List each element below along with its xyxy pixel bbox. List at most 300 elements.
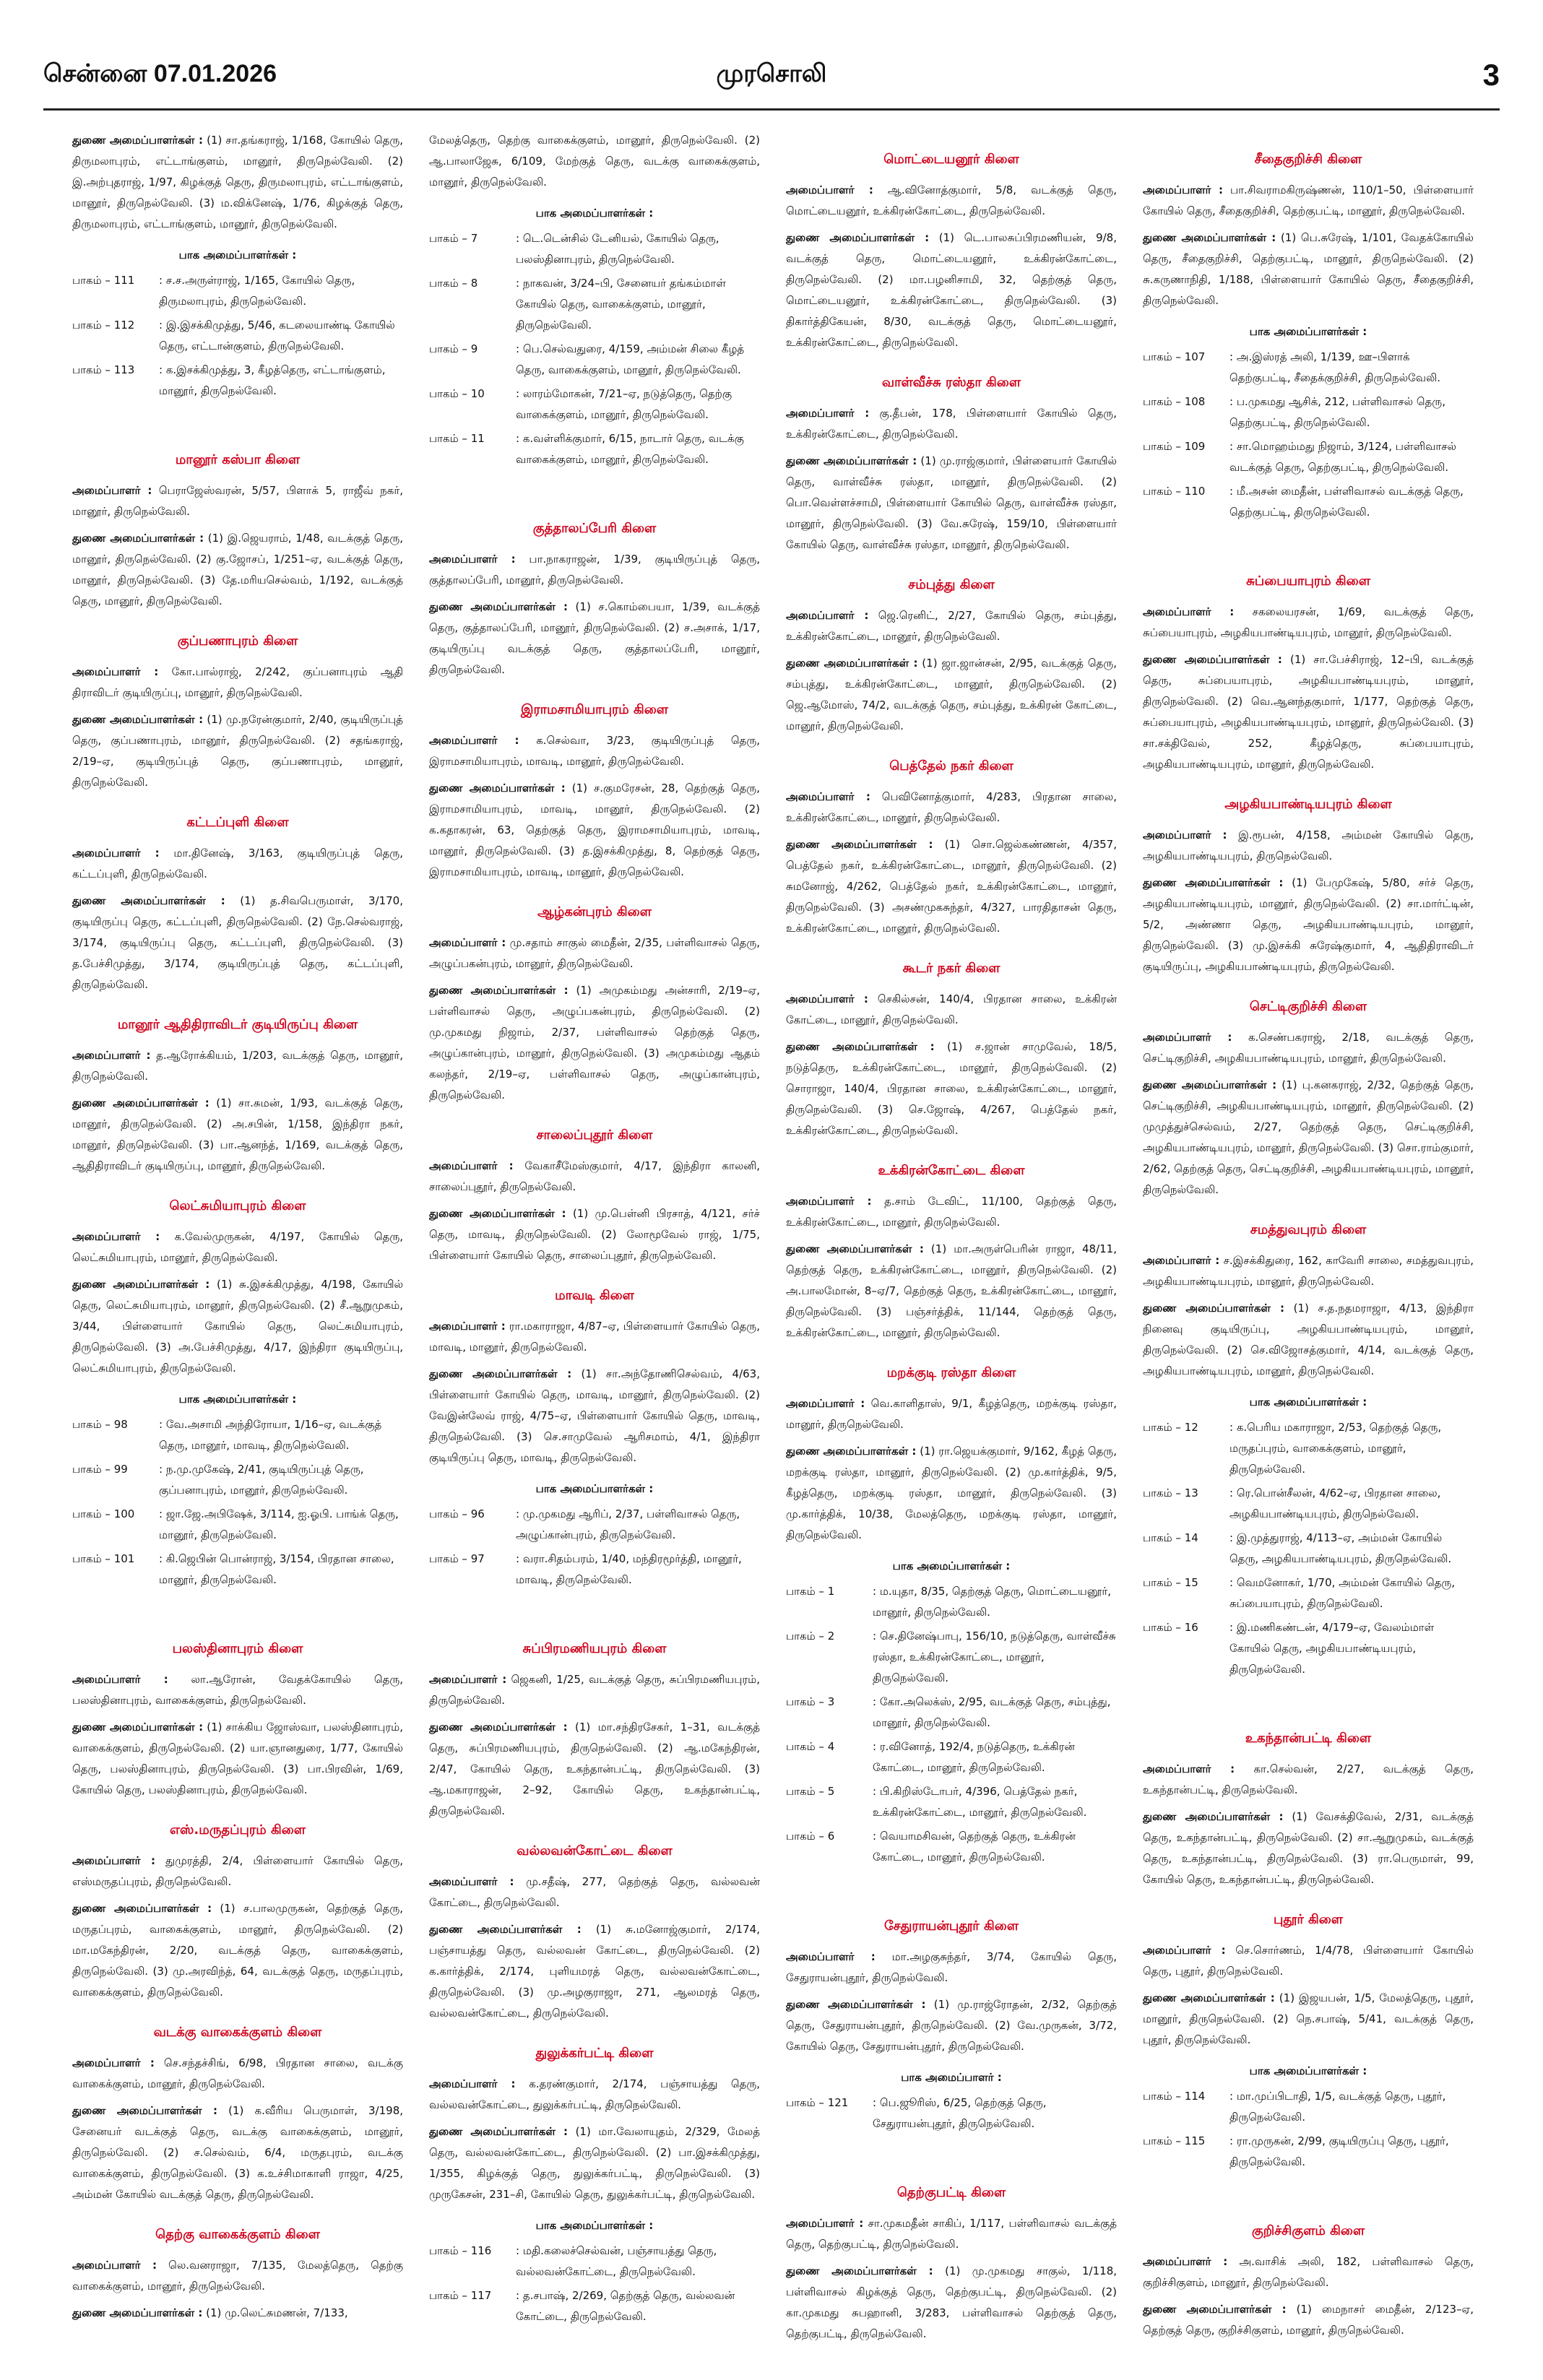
booth-text: : பி.கிறிஸ்டோபர், 4/396, பெத்தேல் நகர், உக்கிரன்கோட்டை, மானூர், திருநெல்வேலி.: [873, 1785, 1087, 1819]
branch-heading: வடக்கு வாகைக்குளம் கிளை: [153, 2025, 322, 2040]
entry-text: (1) வேசக்திவேல், 2/31, வடக்குத் தெரு, உகந்தான்பட்டி, திருநெல்வேலி. (2) சா.ஆறுமுகம், வடக்குத் தெரு, உகந்தான்பட்டி, திருநெல்வேலி. (3) ரா.பெருமாள், 99, கோயில் தெரு, உகந்தான்பட்டி, திருநெல்வேலி.: [1143, 1810, 1474, 1886]
booth-text: : த.சபாஷ், 2/269, தெற்குத் தெரு, வல்லவன் கோட்டை, திருநெல்வேலி.: [516, 2289, 735, 2323]
booth-text: : ரா.முருகன், 2/99, குடியிருப்பு தெரு, புதூர், திருநெல்வேலி.: [1229, 2134, 1449, 2168]
booth-number: பாகம் – 101: [72, 1552, 135, 1565]
entry-text: (1) சா.அந்தோணிசெல்வம், 4/63, பிள்ளையார் கோயில் தெரு, மாவடி, மானூர், திருநெல்வேலி. (2) வேஇன்லேவ் ராஜ், 4/75–ஏ, பிள்ளையார் கோயில் தெரு, மாவடி, திருநெல்வேலி. (3) செ.சாமுவேல் ஆரிசமாம், 4/1, இந்திரா குடியிருப்பு தெரு, மாவடி, திருநெல்வேலி.: [429, 1367, 760, 1464]
booth-number: பாகம் – 108: [1143, 395, 1206, 408]
entry-text: (1) பேமுகேஷ், 5/80, சர்ச் தெரு, அழகியபாண்டியபுரம், மானூர், திருநெல்வேலி. (2) சா.மார்ட்டின், 5/2, அண்ணா தெரு, அழகியபாண்டியபுரம், மானூர், திருநெல்வேலி. (3) மு.இசக்கி சுரேஷ்குமார், 4, ஆதிதிராவிடர் குடியிருப்பு, அழகியபாண்டியபுரம், திருநெல்வேலி.: [1143, 876, 1474, 973]
entry-paragraph: [1143, 1075, 1474, 1200]
entry-paragraph: [1143, 2299, 1474, 2340]
entry-text: கோ.பால்ராஜ், 2/242, குப்பனாபுரம் ஆதி திராவிடர் குடியிருப்பு, மானூர், திருநெல்வேலி.: [72, 665, 403, 699]
booth-number: பாகம் – 113: [72, 363, 135, 376]
role-label: துணை அமைப்பாளர்கள் :: [429, 782, 566, 795]
booth-text: : ச.ச.அருள்ராஜ், 1/165, கோயில் தெரு, திருமலாபுரம், திருநெல்வேலி.: [159, 274, 355, 308]
booth-number: பாகம் – 16: [1143, 1621, 1198, 1634]
entry-text: ரா.மகாராஜா, 4/87–ஏ, பிள்ளையார் கோயில் தெரு, மாவடி, மானூர், திருநெல்வேலி.: [429, 1320, 760, 1354]
booth-text: : அ.இஸ்ரத் அலி, 1/139, ஊ–பிளாக் தெற்குபட்டி, சீதைக்குறிச்சி, திருநெல்வேலி.: [1229, 350, 1441, 384]
entry-paragraph: [786, 180, 1117, 222]
entry-text: (1) க.வீரிய பெருமாள், 3/198, சேனையர் வடக்குத் தெரு, வடக்கு வாகைக்குளம், மானூர், திருநெல்வேலி. (2) ச.செல்வம், 6/4, மருதபுரம், வடக்கு வாகைக்குளம், திருநெல்வேலி. (3) க.உச்சிமாகாளி ராஜா, 4/25, அம்மன் கோயில் வடக்குத் தெரு, திருநெல்வேலி.: [72, 2104, 403, 2201]
entry-paragraph: [72, 1226, 403, 1268]
entry-text: (1) மு.முகமது சாகுல், 1/118, பள்ளிவாசல் கிழக்குத் தெரு, தெற்குபட்டி, திருநெல்வேலி. (2) கா.முகமது சுபஹானி, 3/283, பள்ளிவாசல் தெற்குத் தெரு, தெற்குபட்டி, திருநெல்வேலி.: [786, 2264, 1117, 2340]
role-label: அமைப்பாளர் :: [786, 790, 870, 803]
booth-number: பாகம் – 11: [429, 432, 485, 445]
entry-text: (1) மு.ராஜ்ரோதன், 2/32, தெற்குத் தெரு, சேதுராயன்புதூர், திருநெல்வேலி. (2) வே.முருகன், 3/72, கோயில் தெரு, சேதுராயன்புதூர், திருநெல்வேலி.: [786, 1998, 1117, 2053]
branch-heading: பெத்தேல் நகர் கிளை: [889, 758, 1013, 774]
entry-text: (1) இ.ஜெயராம், 1/48, வடக்குத் தெரு, மானூர், திருநெல்வேலி. (2) கு.ஜோசப், 1/251–ஏ, வடக்குத் தெரு, மானூர், திருநெல்வேலி. (3) தே.மரியசெல்வம், 1/192, வடக்குத் தெரு, மானூர், திருநெல்வேலி.: [72, 532, 403, 607]
role-label: அமைப்பாளர் :: [786, 183, 873, 196]
branch-heading: தெற்குபட்டி கிளை: [896, 2185, 1006, 2200]
booth-entry: [1143, 2086, 1474, 2128]
entry-text: (1) சு.மனோஜ்குமார், 2/174, பஞ்சாயத்து தெரு, வல்லவன் கோட்டை, திருநெல்வேலி. (2) க.கார்த்திக், 2/174, புளியமரத் தெரு, வல்லவன்கோட்டை, திருநெல்வேலி. (3) மு.அழகுராஜா, 271, ஆலமரத் தெரு, வல்லவன்கோட்டை, திருநெல்வேலி.: [429, 1923, 760, 2020]
branch-heading: உகந்தான்பட்டி கிளை: [1245, 1731, 1372, 1746]
role-label: துணை அமைப்பாளர்கள் :: [72, 894, 225, 907]
entry-text: க.வேல்முருகன், 4/197, கோயில் தெரு, லெட்சுமியாபுரம், மானூர், திருநெல்வேலி.: [72, 1230, 403, 1264]
entry-paragraph: [429, 1203, 760, 1266]
entry-paragraph: [72, 662, 403, 704]
booth-entry: [429, 339, 760, 381]
role-label: துணை அமைப்பாளர்கள் :: [72, 1096, 209, 1109]
role-label: துணை அமைப்பாளர்கள் :: [429, 600, 568, 613]
entry-text: க.செண்பகராஜ், 2/18, வடக்குத் தெரு, செட்டிகுறிச்சி, அழகியபாண்டியபுரம், மானூர், திருநெல்வேலி.: [1143, 1031, 1474, 1065]
entry-paragraph: [1143, 602, 1474, 644]
role-label: துணை அமைப்பாளர்கள் :: [429, 1207, 566, 1220]
role-label: துணை அமைப்பாளர்கள் :: [72, 1278, 210, 1291]
branch-heading: புதூர் கிளை: [1273, 1912, 1344, 1927]
spacer: [1143, 526, 1474, 552]
entry-paragraph: [429, 1669, 760, 1711]
booth-text: : ந.மு.முகேஷ், 2/41, குடியிருப்புத் தெரு, குப்பனாபுரம், மானூர், திருநெல்வேலி.: [159, 1463, 364, 1497]
booth-entry: [72, 1549, 403, 1591]
booth-number: பாகம் – 13: [1143, 1487, 1198, 1500]
booth-entry: [786, 1781, 1117, 1823]
role-label: அமைப்பாளர் :: [1143, 1254, 1220, 1267]
booth-text: : நாகவன், 3/24–பி, சேனையர் தங்கம்மாள் கோயில் தெரு, வாகைக்குளம், மானூர், திருநெல்வேலி.: [516, 277, 726, 332]
booth-text: : கோ.அலெக்ஸ், 2/95, வடக்குத் தெரு, சம்புத்து, மானூர், திருநெல்வேலி.: [873, 1695, 1111, 1729]
booth-number: பாகம் – 8: [429, 277, 478, 290]
entry-text: பா.சிவராமகிருஷ்ணன், 110/1–50, பிள்ளையார் கோயில் தெரு, சீதைகுறிச்சி, தெற்குபட்டி, மானூர், திருநெல்வேலி.: [1143, 183, 1474, 217]
entry-text: ஜெ.ரெனிட், 2/27, கோயில் தெரு, சம்புத்து, உக்கிரன்கோட்டை, மானூர், திருநெல்வேலி.: [786, 609, 1117, 643]
branch-heading: சாலைப்புதூர் கிளை: [536, 1128, 653, 1143]
entry-paragraph: [72, 2303, 403, 2324]
branch-heading: மாவடி கிளை: [555, 1288, 634, 1303]
booth-entry: [429, 428, 760, 470]
role-label: துணை அமைப்பாளர்கள் :: [72, 1721, 204, 1734]
booth-entry: [72, 270, 403, 312]
entry-text: பெராஜேஸ்வரன், 5/57, பிளாக் 5, ராஜீவ் நகர், மானூர், திருநெல்வேலி.: [72, 484, 403, 518]
role-label: துணை அமைப்பாளர்கள் :: [786, 1998, 926, 2011]
entry-paragraph: [72, 1669, 403, 1711]
spacer: [786, 1871, 1117, 1897]
entry-paragraph: [786, 1393, 1117, 1435]
entry-text: க.செல்வா, 3/23, குடியிருப்புத் தெரு, இராமசாமியாபுரம், மாவடி, மானூர், திருநெல்வேலி.: [429, 734, 760, 768]
booth-entry: [1143, 1572, 1474, 1614]
entry-paragraph: [429, 778, 760, 883]
column-4: [1143, 130, 1474, 2340]
booth-number: பாகம் – 10: [429, 387, 485, 400]
branch-heading: துலுக்கர்பட்டி கிளை: [535, 2046, 654, 2061]
entry-text: (1) சா.தங்கராஜ், 1/168, கோயில் தெரு, திருமலாபுரம், எட்டாங்குளம், மானூர், திருநெல்வேலி. (2) இ.அற்புதராஜ், 1/97, கிழக்குத் தெரு, திருமலாபுரம், எட்டாங்குளம், மானூர், திருநெல்வேலி. (3) ம.விக்னேஷ், 1/76, கிழக்குத் தெரு, திருமலாபுரம், எட்டாங்குளம், மானூர், திருநெல்வேலி.: [72, 134, 403, 230]
entry-paragraph: [72, 843, 403, 885]
booth-entry: [429, 1549, 760, 1591]
role-label: அமைப்பாளர் :: [72, 2056, 155, 2069]
entry-text: (1) ச.பாலமுருகன், தெற்குத் தெரு, மருதப்புரம், வாகைக்குளம், மானூர், திருநெல்வேலி. (2) மா.மகேந்திரன், 2/20, வடக்குத் தெரு, வாகைக்குளம், திருநெல்வேலி. (3) மு.அரவிந்த், 64, வடக்குத் தெரு, மருதப்புரம், வாகைக்குளம், திருநெல்வேலி.: [72, 1902, 403, 1999]
booth-text: : வெயாமசிவன், தெற்குத் தெரு, உக்கிரன் கோட்டை, மானூர், திருநெல்வேலி.: [873, 1830, 1076, 1864]
entry-text: துமுரத்தி, 2/4, பிள்ளையார் கோயில் தெரு, எஸ்மருதப்புரம், திருநெல்வேலி.: [72, 1854, 403, 1888]
newspaper-name: முரசொலி: [716, 59, 827, 88]
role-label: அமைப்பாளர் :: [429, 1875, 514, 1888]
role-label: அமைப்பாளர் :: [786, 1397, 865, 1410]
entry-paragraph: [786, 1191, 1117, 1233]
entry-paragraph: [1143, 1759, 1474, 1801]
booth-entry: [1143, 347, 1474, 389]
section-subheading: பாக அமைப்பாளர் :: [901, 2071, 1002, 2084]
booth-entry: [786, 1626, 1117, 1689]
branch-heading: கூடர் நகர் கிளை: [902, 961, 1000, 976]
role-label: அமைப்பாளர் :: [429, 2077, 516, 2090]
entry-text: சகலையரசன், 1/69, வடக்குத் தெரு, சுப்பையாபுரம், அழகியபாண்டியபுரம், மானூர், திருநெல்வேலி.: [1143, 605, 1474, 639]
entry-paragraph: [429, 597, 760, 680]
dateline: சென்னை 07.01.2026: [43, 59, 277, 87]
entry-paragraph: [429, 549, 760, 591]
entry-paragraph: [1143, 649, 1474, 775]
booth-entry: [429, 273, 760, 336]
spacer: [1143, 1683, 1474, 1709]
booth-text: : டெ.டென்சில் டேனியல், கோயில் தெரு, பலஸ்தினாபுரம், திருநெல்வேலி.: [516, 232, 719, 266]
role-label: அமைப்பாளர் :: [786, 407, 870, 420]
role-label: அமைப்பாளர் :: [1143, 605, 1235, 618]
booth-entry: [1143, 481, 1474, 523]
entry-text: செ.சந்தச்சிங், 6/98, பிரதான சாலை, வடக்கு வாகைக்குளம், மானூர், திருநெல்வேலி.: [72, 2056, 403, 2090]
spacer: [72, 404, 403, 430]
entry-paragraph: [1143, 1806, 1474, 1890]
branch-heading: சமத்துவபுரம் கிளை: [1250, 1222, 1367, 1237]
booth-entry: [1143, 391, 1474, 433]
booth-entry: [429, 228, 760, 270]
booth-number: பாகம் – 116: [429, 2244, 492, 2257]
entry-paragraph: [429, 1156, 760, 1198]
spacer: [1143, 2176, 1474, 2202]
booth-number: பாகம் – 14: [1143, 1531, 1198, 1544]
entry-text: மேலத்தெரு, தெற்கு வாகைக்குளம், மானூர், திருநெல்வேலி. (2) ஆ.பாலாஜேசு, 6/109, மேற்குத் தெரு, வடக்கு வாகைக்குளம், மானூர், திருநெல்வேலி.: [429, 134, 760, 189]
entry-paragraph: [786, 1994, 1117, 2057]
booth-text: : ப.முகமது ஆசிக், 212, பள்ளிவாசல் தெரு, தெற்குபட்டி, திருநெல்வேலி.: [1229, 395, 1445, 429]
entry-paragraph: [786, 228, 1117, 353]
entry-paragraph: [786, 787, 1117, 828]
entry-text: (1) மு.ராஜ்குமார், பிள்ளையார் கோயில் தெரு, வாள்வீச்சு ரஸ்தா, மானூர், திருநெல்வேலி. (2) பொ.வெள்ளச்சாமி, பிள்ளையார் கோயில் தெரு, வாள்வீச்சு ரஸ்தா, மானூர், திருநெல்வேலி. (3) வே.சுரேஷ், 159/10, பிள்ளையார் கோயில் தெரு, வாள்வீச்சு ரஸ்தா, மானூர், திருநெல்வேலி.: [786, 454, 1117, 551]
booth-number: பாகம் – 109: [1143, 440, 1206, 453]
booth-number: பாகம் – 3: [786, 1695, 835, 1708]
entry-paragraph: [786, 834, 1117, 939]
booth-number: பாகம் – 2: [786, 1630, 835, 1643]
entry-paragraph: [72, 1274, 403, 1379]
entry-text: (1) ச.கொம்பையா, 1/39, வடக்குத் தெரு, குத்தாலப்பேரி, மானூர், திருநெல்வேலி. (2) ச.அசாக், 1/17, குடியிருப்பு வடக்குத் தெரு, குத்தாலப்பேரி, மானூர், திருநெல்வேலி.: [429, 600, 760, 676]
branch-heading: மானூர் கஸ்பா கிளை: [175, 452, 301, 467]
role-label: துணை அமைப்பாளர்கள் :: [429, 984, 569, 997]
role-label: அமைப்பாளர் :: [429, 1159, 514, 1172]
booth-entry: [72, 315, 403, 357]
entry-paragraph: [786, 2261, 1117, 2340]
entry-text: மு.சதீஷ், 277, தெற்குத் தெரு, வல்லவன் கோட்டை, திருநெல்வேலி.: [429, 1875, 760, 1909]
entry-text: இ.ரூபன், 4/158, அம்மன் கோயில் தெரு, அழகியபாண்டியபுரம், திருநெல்வேலி.: [1143, 828, 1474, 862]
booth-entry: [786, 1581, 1117, 1623]
entry-text: ஆ.வினோத்குமார், 5/8, வடக்குத் தெரு, மொட்டையனூர், உக்கிரன்கோட்டை, திருநெல்வேலி.: [786, 183, 1117, 217]
entry-paragraph: [72, 1898, 403, 2003]
booth-text: : மதி.கலைச்செல்வன், பஞ்சாயத்து தெரு, வல்லவன்கோட்டை, திருநெல்வேலி.: [516, 2244, 717, 2278]
entry-text: (1) சா.பேச்சிராஜ், 12–பி, வடக்குத் தெரு, சுப்பையாபுரம், அழகியபாண்டியபுரம், மானூர், திருநெல்வேலி. (2) வெ.ஆனந்தகுமார், 1/177, தெற்குத் தெரு, சுப்பையாபுரம், அழகியபாண்டியபுரம், மானூர், திருநெல்வேலி. (3) சா.சக்திவேல், 252, கீழத்தெரு, சுப்பையாபுரம், அழகியபாண்டியபுரம், மானூர், திருநெல்வேலி.: [1143, 653, 1474, 771]
branch-heading: இராமசாமியாபுரம் கிளை: [520, 702, 669, 717]
entry-text: (1) இஜயபன், 1/5, மேலத்தெரு, புதூர், மானூர், திருநெல்வேலி. (2) நெ.சபாஷ், 5/41, வடக்குத் தெரு, புதூர், திருநெல்வேலி.: [1143, 1991, 1474, 2046]
booth-entry: [1143, 2131, 1474, 2173]
header-rule: [43, 108, 1500, 111]
section-subheading: பாக அமைப்பாளர்கள் :: [178, 1393, 297, 1406]
role-label: துணை அமைப்பாளர்கள் :: [786, 657, 918, 670]
role-label: அமைப்பாளர் :: [72, 1049, 151, 1062]
booth-entry: [1143, 1617, 1474, 1680]
entry-paragraph: [72, 2100, 403, 2205]
section-subheading: பாக அமைப்பாளர்கள் :: [1249, 2064, 1367, 2077]
role-label: துணை அமைப்பாளர்கள் :: [1143, 1991, 1275, 2004]
branch-heading: வல்லவன்கோட்டை கிளை: [517, 1843, 673, 1858]
entry-paragraph: [786, 451, 1117, 555]
entry-paragraph: [429, 1316, 760, 1358]
entry-paragraph: [72, 480, 403, 522]
booth-entry: [429, 2241, 760, 2282]
entry-text: (1) ச.குமரேசன், 28, தெற்குத் தெரு, இராமசாமியாபுரம், மாவடி, மானூர், திருநெல்வேலி. (2) க.கதாகரன், 63, தெற்குத் தெரு, இராமசாமியாபுரம், மாவடி, மானூர், திருநெல்வேலி. (3) த.இசக்கிமுத்து, 8, தெற்குத் தெரு, இராமசாமியாபுரம், மாவடி, மானூர், திருநெல்வேலி.: [429, 782, 760, 878]
booth-number: பாகம் – 117: [429, 2289, 492, 2302]
entry-paragraph: [429, 1364, 760, 1468]
entry-paragraph: [786, 1037, 1117, 1141]
section-subheading: பாக அமைப்பாளர்கள் :: [892, 1559, 1011, 1572]
booth-number: பாகம் – 5: [786, 1785, 835, 1798]
booth-text: : ம.யுதா, 8/35, தெற்குத் தெரு, மொட்டையனூர், மானூர், திருநெல்வேலி.: [873, 1585, 1111, 1619]
role-label: துணை அமைப்பாளர்கள் :: [786, 1040, 935, 1053]
entry-paragraph: [1143, 228, 1474, 311]
branch-heading: சேதுராயன்புதூர் கிளை: [883, 1918, 1019, 1934]
booth-text: : வெமனோகர், 1/70, அம்மன் கோயில் தெரு, சுப்பையாபுரம், திருநெல்வேலி.: [1229, 1576, 1456, 1610]
entry-text: செ.சொர்ணம், 1/4/78, பிள்ளையார் கோயில் தெரு, புதூர், திருநெல்வேலி.: [1143, 1944, 1474, 1978]
role-label: துணை அமைப்பாளர்கள் :: [786, 454, 917, 467]
entry-paragraph: [786, 653, 1117, 737]
role-label: அமைப்பாளர் :: [72, 665, 159, 678]
booth-number: பாகம் – 15: [1143, 1576, 1198, 1589]
role-label: துணை அமைப்பாளர்கள் :: [786, 1445, 917, 1458]
entry-paragraph: [786, 1947, 1117, 1989]
role-label: துணை அமைப்பாளர்கள் :: [1143, 231, 1276, 244]
branch-heading: உக்கிரன்கோட்டை கிளை: [878, 1163, 1025, 1178]
role-label: துணை அமைப்பாளர்கள் :: [1143, 1302, 1285, 1315]
entry-text: லா.ஆரோன், வேதக்கோயில் தெரு, பலஸ்தினாபுரம், வாகைக்குளம், திருநெல்வேலி.: [72, 1673, 403, 1707]
branch-heading: தெற்கு வாகைக்குளம் கிளை: [155, 2227, 320, 2242]
entry-paragraph: [72, 528, 403, 612]
column-3: [786, 130, 1117, 2340]
booth-text: : கி.ஜெபின் பொன்ராஜ், 3/154, பிரதான சாலை, மானூர், திருநெல்வேலி.: [159, 1552, 394, 1586]
booth-entry: [429, 2285, 760, 2327]
entry-paragraph: [72, 709, 403, 793]
entry-text: வெ.காளிதாஸ், 9/1, கீழத்தெரு, மறக்குடி ரஸ்தா, மானூர், திருநெல்வேலி.: [786, 1397, 1117, 1431]
booth-number: பாகம் – 12: [1143, 1421, 1198, 1434]
booth-text: : பெ.செல்வதுரை, 4/159, அம்மன் சிலை கீழத் தெரு, வாகைக்குளம், மானூர், திருநெல்வேலி.: [516, 342, 745, 376]
branch-heading: மறக்குடி ரஸ்தா கிளை: [886, 1365, 1016, 1380]
role-label: அமைப்பாளர் :: [1143, 1944, 1226, 1957]
branch-heading: ஆழ்கன்புரம் கிளை: [537, 904, 652, 919]
booth-entry: [786, 1692, 1117, 1734]
booth-number: பாகம் – 98: [72, 1418, 128, 1431]
entry-paragraph: [786, 2213, 1117, 2255]
booth-entry: [1143, 1483, 1474, 1525]
role-label: அமைப்பாளர் :: [1143, 2255, 1228, 2268]
section-subheading: பாக அமைப்பாளர்கள் :: [535, 1482, 654, 1495]
booth-text: : க.இசக்கிமுத்து, 3, கீழத்தெரு, எட்டாங்குளம், மானூர், திருநெல்வேலி.: [159, 363, 386, 397]
entry-paragraph: [1143, 1988, 1474, 2051]
booth-text: : க.பெரிய மகாராஜா, 2/53, தெற்குத் தெரு, மருதப்புரம், வாகைக்குளம், மானூர், திருநெல்வேலி.: [1229, 1421, 1442, 1476]
spacer: [429, 1593, 760, 1619]
booth-number: பாகம் – 114: [1143, 2090, 1206, 2103]
entry-paragraph: [1143, 825, 1474, 867]
entry-text: (1) மு.பெள்னி பிரசாத், 4/121, சர்ச் தெரு, மாவடி, திருநெல்வேலி. (2) லோமூவேல் ராஜ், 1/75, பிள்ளையார் கோயில் தெரு, சாலைப்புதூர், திருநெல்வேலி.: [429, 1207, 760, 1262]
entry-paragraph: [72, 2255, 403, 2297]
entry-paragraph: [1143, 180, 1474, 222]
entry-text: (1) மா.அருள்பெரின் ராஜா, 48/11, தெற்குத் தெரு, உக்கிரன்கோட்டை, மானூர், திருநெல்வேலி. (2) அ.பாலமோன், 8–ஏ/7, தெற்குத் தெரு, உக்கிரன்கோட்டை, மானூர், திருநெல்வேலி. (3) பஞ்சர்த்திக், 11/144, தெற்குத் தெரு, உக்கிரன்கோட்டை, மானூர், திருநெல்வேலி.: [786, 1242, 1117, 1339]
role-label: துணை அமைப்பாளர்கள் :: [72, 532, 204, 545]
entry-text: (1) சா.சுமன், 1/93, வடக்குத் தெரு, மானூர், திருநெல்வேலி. (2) அ.சபின், 1/158, இந்திரா நகர், மானூர், திருநெல்வேலி. (3) பா.ஆனந்த், 1/169, வடக்குத் தெரு, ஆதிதிராவிடர் குடியிருப்பு, மானூர், திருநெல்வேலி.: [72, 1096, 403, 1172]
role-label: துணை அமைப்பாளர்கள் :: [72, 2104, 218, 2117]
entry-paragraph: [786, 1239, 1117, 1343]
role-label: அமைப்பாளர் :: [72, 484, 152, 497]
role-label: துணை அமைப்பாளர்கள் :: [72, 134, 203, 147]
entry-text: லெ.வனராஜா, 7/135, மேலத்தெரு, தெற்கு வாகைக்குளம், மானூர், திருநெல்வேலி.: [72, 2259, 403, 2293]
role-label: துணை அமைப்பாளர்கள் :: [429, 1923, 582, 1936]
branch-heading: செட்டிகுறிச்சி கிளை: [1249, 999, 1367, 1014]
entry-paragraph: [429, 1717, 760, 1822]
branch-heading: சுப்பையாபுரம் கிளை: [1246, 574, 1370, 589]
role-label: அமைப்பாளர் :: [786, 1195, 872, 1208]
section-subheading: பாக அமைப்பாளர்கள் :: [1249, 1395, 1367, 1408]
entry-text: கா.செல்வன், 2/27, வடக்குத் தெரு, உகந்தான்பட்டி, திருநெல்வேலி.: [1143, 1762, 1474, 1796]
entry-paragraph: [786, 605, 1117, 647]
entry-paragraph: [1143, 1940, 1474, 1982]
spacer: [72, 1593, 403, 1619]
branch-heading: மொட்டையனூர் கிளை: [883, 152, 1019, 167]
role-label: அமைப்பாளர் :: [429, 936, 506, 949]
entry-text: (1) த.சிவபெருமாள், 3/170, குடியிருப்பு தெரு, கட்டப்புளி, திருநெல்வேலி. (2) நே.செல்வராஜ், 3/174, குடியிருப்பு தெரு, கட்டப்புளி, திருநெல்வேலி. (3) த.பேச்சிமுத்து, 3/174, குடியிருப்புத் தெரு, கட்டப்புளி, திருநெல்வேலி.: [72, 894, 403, 991]
entry-paragraph: [429, 2121, 760, 2205]
spacer: [429, 473, 760, 499]
role-label: துணை அமைப்பாளர்கள் :: [1143, 653, 1282, 666]
entry-paragraph: [786, 989, 1117, 1031]
booth-text: : வரா.சிதம்பரம், 1/40, மந்திரமூர்த்தி, மானூர், மாவடி, திருநெல்வேலி.: [516, 1552, 742, 1586]
entry-paragraph: [1143, 1298, 1474, 1382]
role-label: அமைப்பாளர் :: [72, 1854, 155, 1867]
entry-text: (1) மா.சந்திரசேகர், 1–31, வடக்குத் தெரு, சுப்பிரமணியபுரம், திருநெல்வேலி. (2) ஆ.மகேந்திரன், 2/47, கோயில் தெரு, உகந்தான்பட்டி, திருநெல்வேலி. (3) ஆ.மகாராஜன், 2–92, கோயில் தெரு, உகந்தான்பட்டி, திருநெல்வேலி.: [429, 1721, 760, 1817]
booth-number: பாகம் – 1: [786, 1585, 835, 1598]
entry-text: பெவினோத்குமார், 4/283, பிரதான சாலை, உக்கிரன்கோட்டை, மானூர், திருநெல்வேலி.: [786, 790, 1117, 824]
branch-heading: குத்தாலப்பேரி கிளை: [532, 521, 657, 536]
role-label: அமைப்பாளர் :: [72, 1230, 160, 1243]
role-label: அமைப்பாளர் :: [1143, 1762, 1235, 1775]
booth-text: : ரெ.பொன்சீலன், 4/62–ஏ, பிரதான சாலை, அழகியபாண்டியபுரம், திருநெல்வேலி.: [1229, 1487, 1441, 1520]
entry-text: த.சாம் டேவிட், 11/100, தெற்குத் தெரு, உக்கிரன்கோட்டை, மானூர், திருநெல்வேலி.: [786, 1195, 1117, 1229]
entry-text: (1) மு.லெட்சுமணன், 7/133,: [202, 2306, 348, 2319]
role-label: அமைப்பாளர் :: [786, 2217, 864, 2230]
entry-paragraph: [72, 130, 403, 235]
booth-entry: [72, 360, 403, 402]
booth-number: பாகம் – 115: [1143, 2134, 1206, 2147]
role-label: துணை அமைப்பாளர்கள் :: [429, 1721, 568, 1734]
entry-paragraph: [72, 1093, 403, 1177]
page-number: 3: [1482, 58, 1500, 92]
role-label: துணை அமைப்பாளர்கள் :: [72, 1902, 212, 1915]
entry-paragraph: [429, 1919, 760, 2024]
entry-paragraph: [786, 1441, 1117, 1546]
role-label: துணை அமைப்பாளர்கள் :: [72, 713, 204, 726]
masthead: [43, 53, 1500, 97]
booth-entry: [72, 1504, 403, 1546]
spacer: [786, 2137, 1117, 2163]
branch-heading: சுப்பிரமணியபுரம் கிளை: [522, 1641, 667, 1656]
section-subheading: பாக அமைப்பாளர்கள் :: [1249, 325, 1367, 338]
role-label: துணை அமைப்பாளர்கள் :: [429, 2125, 568, 2138]
entry-paragraph: [429, 730, 760, 772]
entry-text: க.தரண்குமார், 2/174, பஞ்சாயத்து தெரு, வல்லவன்கோட்டை, துலுக்கர்பட்டி, திருநெல்வேலி.: [429, 2077, 760, 2111]
booth-text: : செ.தினேஷ்பாபு, 156/10, நடுத்தெரு, வாள்வீச்சு ரஸ்தா, உக்கிரன்கோட்டை, மானூர், திருநெல்வேலி.: [873, 1630, 1116, 1684]
booth-entry: [786, 2093, 1117, 2134]
booth-text: : இ.இசக்கிமுத்து, 5/46, கடலையாண்டி கோயில் தெரு, எட்டான்குளம், திருநெல்வேலி.: [159, 319, 395, 352]
branch-heading: சம்புத்து கிளை: [908, 577, 995, 592]
role-label: அமைப்பாளர் :: [786, 992, 868, 1005]
role-label: அமைப்பாளர் :: [786, 1950, 876, 1963]
role-label: துணை அமைப்பாளர்கள் :: [1143, 2303, 1287, 2316]
booth-number: பாகம் – 111: [72, 274, 135, 287]
role-label: அமைப்பாளர் :: [72, 847, 160, 860]
entry-paragraph: [72, 1717, 403, 1801]
entry-paragraph: [429, 980, 760, 1106]
entry-paragraph: [72, 891, 403, 995]
booth-entry: [1143, 1417, 1474, 1480]
entry-paragraph: [1143, 1250, 1474, 1292]
booth-entry: [72, 1414, 403, 1456]
entry-paragraph: [429, 1871, 760, 1913]
booth-number: பாகம் – 100: [72, 1507, 135, 1520]
entry-text: அ.வாசிக் அலி, 182, பள்ளிவாசல் தெரு, குறிச்சிகுளம், மானூர், திருநெல்வேலி.: [1143, 2255, 1474, 2289]
entry-paragraph: [429, 2074, 760, 2116]
booth-number: பாகம் – 97: [429, 1552, 485, 1565]
entry-paragraph: [1143, 1027, 1474, 1069]
entry-paragraph: [429, 130, 760, 193]
booth-text: : ர.வினோத், 192/4, நடுத்தெரு, உக்கிரன் கோட்டை, மானூர், திருநெல்வேலி.: [873, 1740, 1075, 1774]
role-label: துணை அமைப்பாளர்கள் :: [429, 1367, 572, 1380]
role-label: அமைப்பாளர் :: [429, 734, 519, 747]
role-label: துணை அமைப்பாளர்கள் :: [786, 1242, 924, 1255]
booth-entry: [786, 1826, 1117, 1868]
role-label: அமைப்பாளர் :: [429, 1320, 506, 1333]
role-label: அமைப்பாளர் :: [72, 1673, 168, 1686]
section-subheading: பாக அமைப்பாளர்கள் :: [178, 248, 297, 261]
entry-text: (1) டெ.பாலசுப்பிரமணியன், 9/8, வடக்குத் தெரு, மொட்டையனூர், உக்கிரன்கோட்டை, திருநெல்வேலி. (2) மா.பழனிசாமி, 32, தெற்குத் தெரு, மொட்டையனூர், உக்கிரன்கோட்டை, திருநெல்வேலி. (3) திகார்த்திகேயன், 8/30, வடக்குத் தெரு, மொட்டையனூர், உக்கிரன்கோட்டை, திருநெல்வேலி.: [786, 231, 1117, 349]
entry-text: ஜெகனி, 1/25, வடக்குத் தெரு, சுப்பிரமணியபுரம், திருநெல்வேலி.: [429, 1673, 760, 1707]
entry-text: த.ஆரோக்கியம், 1/203, வடக்குத் தெரு, மானூர், திருநெல்வேலி.: [72, 1049, 403, 1083]
booth-number: பாகம் – 107: [1143, 350, 1206, 363]
column-1: [72, 130, 403, 2340]
branch-heading: பலஸ்தினாபுரம் கிளை: [172, 1641, 303, 1656]
role-label: துணை அமைப்பாளர்கள் :: [786, 231, 930, 244]
entry-text: (1) சாக்கிய ஜோஸ்வா, பலஸ்தினாபுரம், வாகைக்குளம், திருநெல்வேலி. (2) யா.ஞானதுரை, 1/77, கோயில் தெரு, பலஸ்தினாபுரம், திருநெல்வேலி. (3) பா.பிரவின், 1/69, கோயில் தெரு, பலஸ்தினாபுரம், திருநெல்வேலி.: [72, 1721, 403, 1796]
booth-number: பாகம் – 9: [429, 342, 478, 355]
booth-number: பாகம் – 110: [1143, 485, 1206, 498]
entry-text: (1) மு.நரேன்குமார், 2/40, குடியிருப்புத் தெரு, குப்பணாபுரம், மானூர், திருநெல்வேலி. (2) சதங்கராஜ், 2/19–ஏ, குடியிருப்புத் தெரு, குப்பணாபுரம், மானூர், திருநெல்வேலி.: [72, 713, 403, 789]
role-label: துணை அமைப்பாளர்கள் :: [72, 2306, 203, 2319]
booth-text: : மா.முப்பிடாதி, 1/5, வடக்குத் தெரு, புதூர், திருநெல்வேலி.: [1229, 2090, 1446, 2124]
branch-heading: வாள்வீச்சு ரஸ்தா கிளை: [881, 375, 1021, 390]
